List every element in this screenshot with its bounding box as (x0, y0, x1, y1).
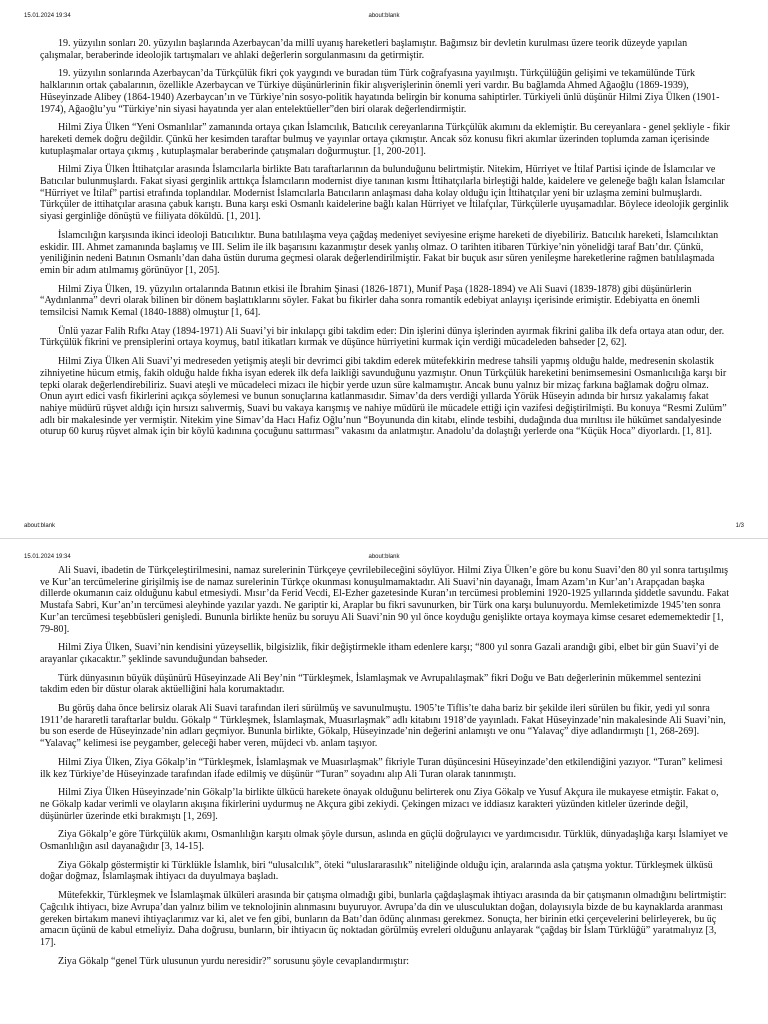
page-body (40, 38, 730, 445)
page-number: 1/3 (735, 523, 744, 529)
print-title: about:blank (368, 13, 400, 19)
paragraph: Türk dünyasının büyük düşünürü Hüseyinzade Ali Bey’nin “Türkleşmek, İslamlaşmak ve Avrupalılaşmak” fikri Doğu ve Batı değerlerinin mükemmel sentezini takdim eden bir düstur olarak aktüelliğini hala korumaktadır. (40, 672, 702, 696)
paragraph: Hilmi Ziya Ülken Hüseyinzade’nin Gökalp’la birlikte ülkücü harekete önayak olduğunu belirterek onu Ziya Gökalp ve Yusuf Akçura ile mukayese etmiştir. Fakat o, ne Gökalp kadar verimli ve olayların akışına fikirlerini uydurmuş ne Akçura gibi zekiydi. Çekingen mizacı ve iddiasız karakteri yüzünden kitleler üzerinde değil, düşünürler üzerinde etki bırakmıştı [1, 269]. (40, 787, 719, 822)
paragraph: Ziya Gökalp göstermiştir ki Türklükle İslamlık, biri “ulusalcılık”, öteki “uluslararasılık” niteliğinde olduğu için, aralarında asla çatışma yoktur. Türkleşmek ülküsü doğar doğmaz, İslamlaşmak ihtiyacı da duyulmaya başladı. (40, 859, 713, 883)
paragraph: Ali Suavi, ibadetin de Türkçeleştirilmesini, namaz surelerinin Türkçeye çevrilebileceğini söylüyor. Hilmi Ziya Ülken’e göre bu konu Suavi’den 80 yıl sonra tartışılmış ve Kur’an tercümelerine girişilmiş ise de namaz surelerinin Türkçe okunması konuşulmamaktadır. Ali Suavi’nin dayanağı, İmam Azam’ın Kur’an’ı Arapçadan başka dillerde okumanın caiz olduğunu kabul etmesiydi. Mısır’da Ferid Vecdi, El-Ezher gazetesinde Kuran’ın tercümesi problemini 1920-1925 yıllarında şiddetle savundu. Fakat Mustafa Sabri, Kur’an’ın tercümesi aleyhinde yazılar yazdı. Ne gariptir ki, Araplar bu fikri savunurken, bir Türk ona karşı bulunuyordu. Memleketimizde 1945’ten sonra Kur’an tercümesi teşebbüsleri genişledi. Bununla birlikte henüz bu soruyu Ali Suavi’nin 90 yıl önce koyduğu genişlikte ortaya koymaya kimse cesaret edememektedir [1, 79-80]. (40, 565, 730, 635)
page-header (24, 10, 744, 22)
paragraph: Ziya Gökalp “genel Türk ulusunun yurdu neresidir?” sorusunu şöyle cevaplandırmıştır: (58, 955, 410, 967)
paragraph: 19. yüzyılın sonları 20. yüzyılın başlarında Azerbaycan’da millî uyanış hareketleri başlamıştır. Bağımsız bir devletin kurulması üzere teorik düzeyde yapılan çalışmalar, beraberinde ideolojik tartışmaları ve ahlaki değerlerin sorgulanmasını da getirmiştir. (40, 38, 688, 61)
paragraph: Ünlü yazar Falih Rıfkı Atay (1894-1971) Ali Suavi’yi bir inkılapçı gibi takdim eder: Din işlerini dünya işlerinden ayırmak fikrini galiba ilk defa ortaya atan odur, der. Türkçülük fikrini ve prensiplerini ortaya koymuş, batıl itikatları kırmak ve düşünce hürriyetini kurmak için verdiği mücadeleden bahseder [2, 62]. (40, 325, 725, 349)
paragraph: Hilmi Ziya Ülken, Suavi’nin kendisini yüzeysellik, bilgisizlik, fikir değiştirmekle itham edenlere karşı; “800 yıl sonra Gazali arandığı gibi, elbet bir gün Suavi’yi de arayanlar çıkacaktır.” şeklinde savunduğundan bahseder. (40, 642, 719, 665)
print-url: about:blank (24, 523, 56, 529)
page-header (24, 551, 744, 563)
paragraph: Hilmi Ziya Ülken, 19. yüzyılın ortalarında Batının etkisi ile İbrahim Şinasi (1826-1871), Munif Paşa (1828-1894) ve Ali Suavi (1839-1878) gibi düşünürlerin “Aydınlanma” devri olarak bilinen bir dönem başlattıklarını söyler. Fakat bu fikirler daha sonra romantik edebiyat anlayışı içerisinde erimiştir. Edebiyatta en önemli temsilcisi Namık Kemal (1840-1888) olmuştur [1, 64]. (40, 283, 700, 319)
paragraph: İslamcılığın karşısında ikinci ideoloji Batıcılıktır. Buna batılılaşma veya çağdaş medeniyet seviyesine erişme hareketi de diyebiliriz. Batıcılık hareketi, İslamcılıktan eskidir. III. Ahmet zamanında başlamış ve III. Selim ile ilk başarısını kazanmıştır desek yanlış olmaz. O tarihten itibaren Türkiye’nin yönelidği taraf Batı’dır. Çünkü, yeniliğinin nedeni Batının Osmanlı’dan daha üstün duruma geçmesi olarak değerlendirilmiştir. Fakat bir buçuk asır süren yenileşme hareketlerine rağmen batılılaşmada emin bir adım atılmamış görünüyor [1, 205]. (40, 229, 719, 276)
paragraph: Bu görüş daha önce belirsiz olarak Ali Suavi tarafından ileri sürülmüş ve savunulmuştu. 1905’te Tiflis’te daha bariz bir şekilde ileri sürülen bu fikir, yedi yıl sonra 1911’de hararetli taraftarlar buldu. Gökalp “ Türkleşmek, İslamlaşmak, Muasırlaşmak” adlı kitabını 1918’de yayınladı. Fakat Hüseyinzade’nin makalesinde Ali Suavi’nin, bu son eserde de Hüseyinzade’nin adları geçmiyor. Bununla birlikte, Gökalp, Hüseyinzade’nin değerini anlamıştı ve onu “Yalavaç” diye adlandırmıştı [1, 268-269]. “Yalavaç” kelimesi ise peygamber, geleceği haber veren, müjdeci vb. anlam taşıyor. (40, 703, 726, 750)
page-footer (24, 520, 744, 532)
paragraph: Hilmi Ziya Ülken İttihatçılar arasında İslamcılarla birlikte Batı taraftarlarının da bulunduğunu belirtmiştir. Nitekim, Hürriyet ve İtilaf Partisi içinde de İslamcılar ve Batıcılar bulunmuşlardı. Fakat siyasi gerginlik arttıkça İslamcıların modernist diye tanınan kısmı İttihatçılarla birleştiği halde, kaidelere ve geleneğe bağlı kalan İslamcılar “Hürriyet ve İtilaf” partisi etrafında toplandılar. Modernist İslamcılarla Batıcıların anlaşması daha kolay olduğu için İttihatçılar yeni bir uzlaşma zemini bulmuşlardı. Türkçüler de ittihatçılar arasına çabuk karıştı. Buna karşı eski Osmanlı kaidelerine bağlı kalan Hürriyet ve İtilafçılar, Türkçülerle uyuşamadılar. Böylece ideolojik gerginlik siyasi gerginliğe dönüştü ve fiiliyata döküldü. [1, 201]. (40, 164, 729, 223)
paragraph: Ziya Gökalp’e göre Türkçülük akımı, Osmanlılığın karşıtı olmak şöyle dursun, aslında en güçlü doğrulayıcı ve yardımcısıdır. Türklük, dünyadaşlığa karşı İslamiyet ve Osmanlılığın asıl dayanağıdır [3, 14-15]. (40, 829, 728, 853)
printed-page-2 (0, 538, 768, 1024)
page-body (40, 565, 730, 974)
paragraph: Hilmi Ziya Ülken, Ziya Gökalp’in “Türkleşmek, İslamlaşmak ve Muasırlaşmak” fikriyle Turan düşüncesini Hüseyinzade’den etkilendiğini yazıyor. “Turan” kelimesi ilk kez Türkiye’de Hüseyinzade tarafından ifade edilmiş ve düşünür “Turan” soyadını alıp Ali Turan olarak tanınmıştı. (40, 756, 723, 780)
print-datetime: 15.01.2024 19:34 (24, 554, 71, 560)
paragraph: Mütefekkir, Türkleşmek ve İslamlaşmak ülküleri arasında bir çatışma olmadığı gibi, bunlarla çağdaşlaşmak ihtiyacı arasında da bir çatışmanın olmadığını belirtmiştir: Çağcılık ihtiyacı, bize Avrupa’dan yalnız bilim ve teknolojinin alınmasını buyuruyor. Avrupa’da din ve ulusculuktan doğan, dolayısıyla bizde de bu kaynaklarda aranması gereken birtakım manevi ihtiyaçlarımız var ki, alet ve fen gibi, bunların da Batı’dan ödünç alınması gerekmez. Sonuçta, her birinin etki çerçevelerini belirleyerek, bu üç amacın üçünü de kabul etmeliyiz. Daha doğrusu, bunların, bir ihtiyacın üç noktadan görülmüş evreleri olduğunu anlayarak “çağdaş bir İslam Türklüğü” yaratmalıyız [3, 17]. (40, 890, 727, 948)
paragraph: 19. yüzyılın sonlarında Azerbaycan’da Türkçülük fikri çok yaygındı ve buradan tüm Türk coğrafyasına yayılmıştı. Türkçülüğün gelişimi ve tekamülünde Türk halklarının ortak çabalarının, özellikle Azerbaycan ve Türkiye düşünürlerinin fikir alışverişlerinin önemli yeri vardır. Bu bağlamda Ahmed Ağaoğlu (1869-1939), Hüseyinzade Alibey (1864-1940) Azerbaycan’ın ve Türkiye’nin sosyo-politik hayatında belirgin bir konuma sahiptirler. Türkiyeli ünlü düşünür Hilmi Ziya Ülken (1901-1974), Ağaoğlu’yu “Türkiye’nin siyasi hayatında yer alan entelektüeller”den biri olarak değerlendirmiştir. (40, 68, 720, 115)
paragraph: Hilmi Ziya Ülken “Yeni Osmanlılar” zamanında ortaya çıkan İslamcılık, Batıcılık cereyanlarına Türkçülük akımını da eklemiştir. Bu cereyanlara - genel şekliyle - fikir hareketi demek doğru değildir. Çünkü her kesimden taraftar bulmuş ve yayınlar ortaya çıkmıştır. Ancak söz konusu fikri akımlar üzerinden toplumda zaman içerisinde kutuplaşmalar ortaya çıkmış , kutuplaşmalar beraberinde çatışmaları doğurmuştur. [1, 200-201]. (40, 122, 730, 157)
paragraph: Hilmi Ziya Ülken Ali Suavi’yi medreseden yetişmiş ateşli bir devrimci gibi takdim ederek mütefekkirin medrese tahsili yapmış olduğu halde, medresenin skolastik zihniyetine hücum etmiş, fakih olduğu halde fıkha isyan ederek ilk defa laikliği savunduğunu yazmıştır. Onun Türkçülük hareketini benimsemesini Osmanlıcılığa karşı bir tepki olarak değerlendirebiliriz. Suavi ateşli ve mücadeleci mizacı ile hiçbir yerde uzun süre kalmamıştır. Ancak bunu yalnız bir mizaç farkına bağlamak doğru olmaz. Onun ayırt edici vasfı fikirlerini açıkça söylemesi ve bunun sonuçlarına katlanmasıdır. Simav’da ders verdiği yıllarda Yörük Hüseyin adında bir hırsız yakalamış fakat nahiye müdürü rüşvet aldığı için hırsızı salıvermiş, Suavi bu vakaya karışmış ve nahiye müdürü ile mücadele ettiği için vazifesi değiştirilmişti. Bu konuya “Resmi Zulüm” adlı bir makalesinde yer vermiştir. Nitekim yine Simav’da Hacı Hafiz Oğlu’nun “Boyununda din kitabı, elinde tesbihi, dudağında dua mırıltısı ile hükümet sandalyesinde oturup 60 kuruş rüşvet almak için bir köylü kadınına çocuğunu sattırması” vakasını da anlatmıştır. Anadolu’da dolaştığı yerlerde ona “Küçük Hoca” diyorlardı. [1, 81]. (40, 356, 727, 438)
print-title: about:blank (368, 554, 400, 560)
print-datetime: 15.01.2024 19:34 (24, 13, 71, 19)
